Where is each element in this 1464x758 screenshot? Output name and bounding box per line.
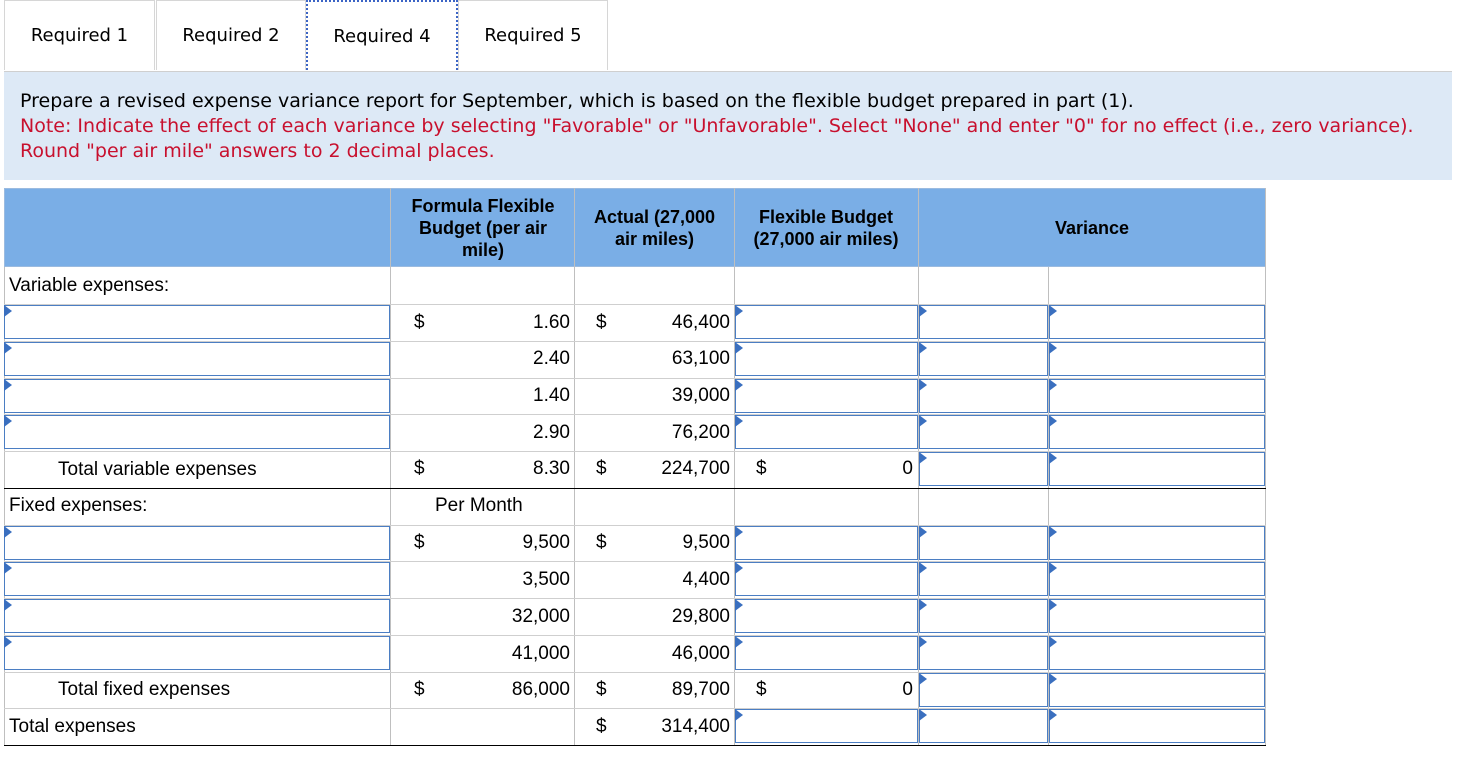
header-variance: Variance (1054, 217, 1130, 238)
total-fixed-expenses-label: Total fixed expenses (58, 679, 231, 700)
tab-required-4[interactable]: Required 4 (306, 0, 458, 70)
dollar-sign: $ (596, 679, 607, 700)
variance-amount-input[interactable] (919, 562, 1048, 596)
actual-value: 46,400 (671, 312, 730, 333)
variance-amount-input[interactable] (919, 599, 1048, 633)
instructions-banner (4, 72, 1452, 180)
total-fixed-effect-select[interactable] (1049, 673, 1265, 707)
variable-expense-name-select[interactable] (4, 342, 390, 376)
formula-value: 1.40 (533, 385, 570, 406)
dollar-sign: $ (414, 532, 425, 553)
flexible-budget-input[interactable] (735, 636, 918, 670)
variable-expense-name-select[interactable] (4, 415, 390, 449)
actual-value: 4,400 (682, 569, 730, 590)
fixed-expense-name-select[interactable] (4, 599, 390, 633)
formula-value: 9,500 (522, 532, 570, 553)
total-fixed-flexible: 0 (902, 679, 913, 700)
formula-value: 2.90 (533, 422, 570, 443)
instructions-text: Prepare a revised expense variance report for September, which is based on the flexible budget prepared in part (1). (20, 90, 1134, 112)
fixed-expenses-label: Fixed expenses: (9, 495, 148, 516)
actual-value: 9,500 (682, 532, 730, 553)
total-variable-flexible: 0 (902, 458, 913, 479)
variance-effect-select[interactable] (1049, 599, 1265, 633)
flexible-budget-input[interactable] (735, 599, 918, 633)
total-fixed-variance-input[interactable] (919, 673, 1048, 707)
variance-effect-select[interactable] (1049, 562, 1265, 596)
tab-required-1[interactable]: Required 1 (4, 0, 155, 70)
instructions-note: Note: Indicate the effect of each variance by selecting "Favorable" or "Unfavorable". Select "None" and enter "0" for no effect (i.e., zero variance). Round "per air mile" answers to 2 decimal places. (20, 115, 1414, 162)
tab-required-5[interactable]: Required 5 (458, 0, 608, 70)
fixed-expense-name-select[interactable] (4, 636, 390, 670)
total-expenses-effect-select[interactable] (1049, 709, 1265, 743)
dollar-sign: $ (756, 679, 767, 700)
total-fixed-formula: 86,000 (511, 679, 570, 700)
header-flexible-budget: Flexible Budget (27,000 air miles) (753, 206, 899, 249)
flexible-budget-input[interactable] (735, 526, 918, 560)
tab-bar (4, 0, 1452, 72)
variance-effect-select[interactable] (1049, 305, 1265, 339)
total-variable-variance-input[interactable] (919, 452, 1048, 486)
total-variable-actual: 224,700 (661, 458, 730, 479)
formula-value: 1.60 (533, 312, 570, 333)
actual-value: 39,000 (671, 385, 730, 406)
dollar-sign: $ (414, 458, 425, 479)
variable-expense-name-select[interactable] (4, 305, 390, 339)
total-expenses-label: Total expenses (9, 716, 136, 737)
total-variable-formula: 8.30 (533, 458, 570, 479)
per-month-label: Per Month (435, 495, 523, 516)
header-formula: Formula Flexible Budget (per air mile) (411, 195, 555, 260)
total-expenses-flexible-input[interactable] (735, 709, 918, 743)
actual-value: 29,800 (671, 606, 730, 627)
formula-value: 32,000 (511, 606, 570, 627)
variance-amount-input[interactable] (919, 636, 1048, 670)
total-variable-effect-select[interactable] (1049, 452, 1265, 486)
dollar-sign: $ (596, 312, 607, 333)
total-expenses-actual: 314,400 (661, 716, 730, 737)
dollar-sign: $ (414, 312, 425, 333)
actual-value: 46,000 (671, 643, 730, 664)
variance-amount-input[interactable] (919, 379, 1048, 413)
flexible-budget-input[interactable] (735, 379, 918, 413)
actual-value: 76,200 (671, 422, 730, 443)
variance-effect-select[interactable] (1049, 415, 1265, 449)
tab-required-2[interactable]: Required 2 (156, 0, 306, 70)
dollar-sign: $ (596, 716, 607, 737)
variance-effect-select[interactable] (1049, 636, 1265, 670)
formula-value: 3,500 (522, 569, 570, 590)
variable-expenses-label: Variable expenses: (9, 275, 170, 296)
total-variable-expenses-label: Total variable expenses (58, 459, 257, 480)
variance-effect-select[interactable] (1049, 342, 1265, 376)
actual-value: 63,100 (671, 348, 730, 369)
dollar-sign: $ (414, 679, 425, 700)
dollar-sign: $ (596, 458, 607, 479)
variance-amount-input[interactable] (919, 526, 1048, 560)
variable-expense-name-select[interactable] (4, 379, 390, 413)
variance-amount-input[interactable] (919, 342, 1048, 376)
fixed-expense-name-select[interactable] (4, 526, 390, 560)
fixed-expense-name-select[interactable] (4, 562, 390, 596)
total-expenses-variance-input[interactable] (919, 709, 1048, 743)
flexible-budget-input[interactable] (735, 342, 918, 376)
dollar-sign: $ (596, 532, 607, 553)
flexible-budget-input[interactable] (735, 305, 918, 339)
variance-effect-select[interactable] (1049, 526, 1265, 560)
total-fixed-actual: 89,700 (671, 679, 730, 700)
header-actual: Actual (27,000 air miles) (593, 206, 716, 249)
flexible-budget-input[interactable] (735, 415, 918, 449)
variance-effect-select[interactable] (1049, 379, 1265, 413)
flexible-budget-input[interactable] (735, 562, 918, 596)
dollar-sign: $ (756, 458, 767, 479)
variance-amount-input[interactable] (919, 415, 1048, 449)
formula-value: 2.40 (533, 348, 570, 369)
formula-value: 41,000 (511, 643, 570, 664)
variance-amount-input[interactable] (919, 305, 1048, 339)
